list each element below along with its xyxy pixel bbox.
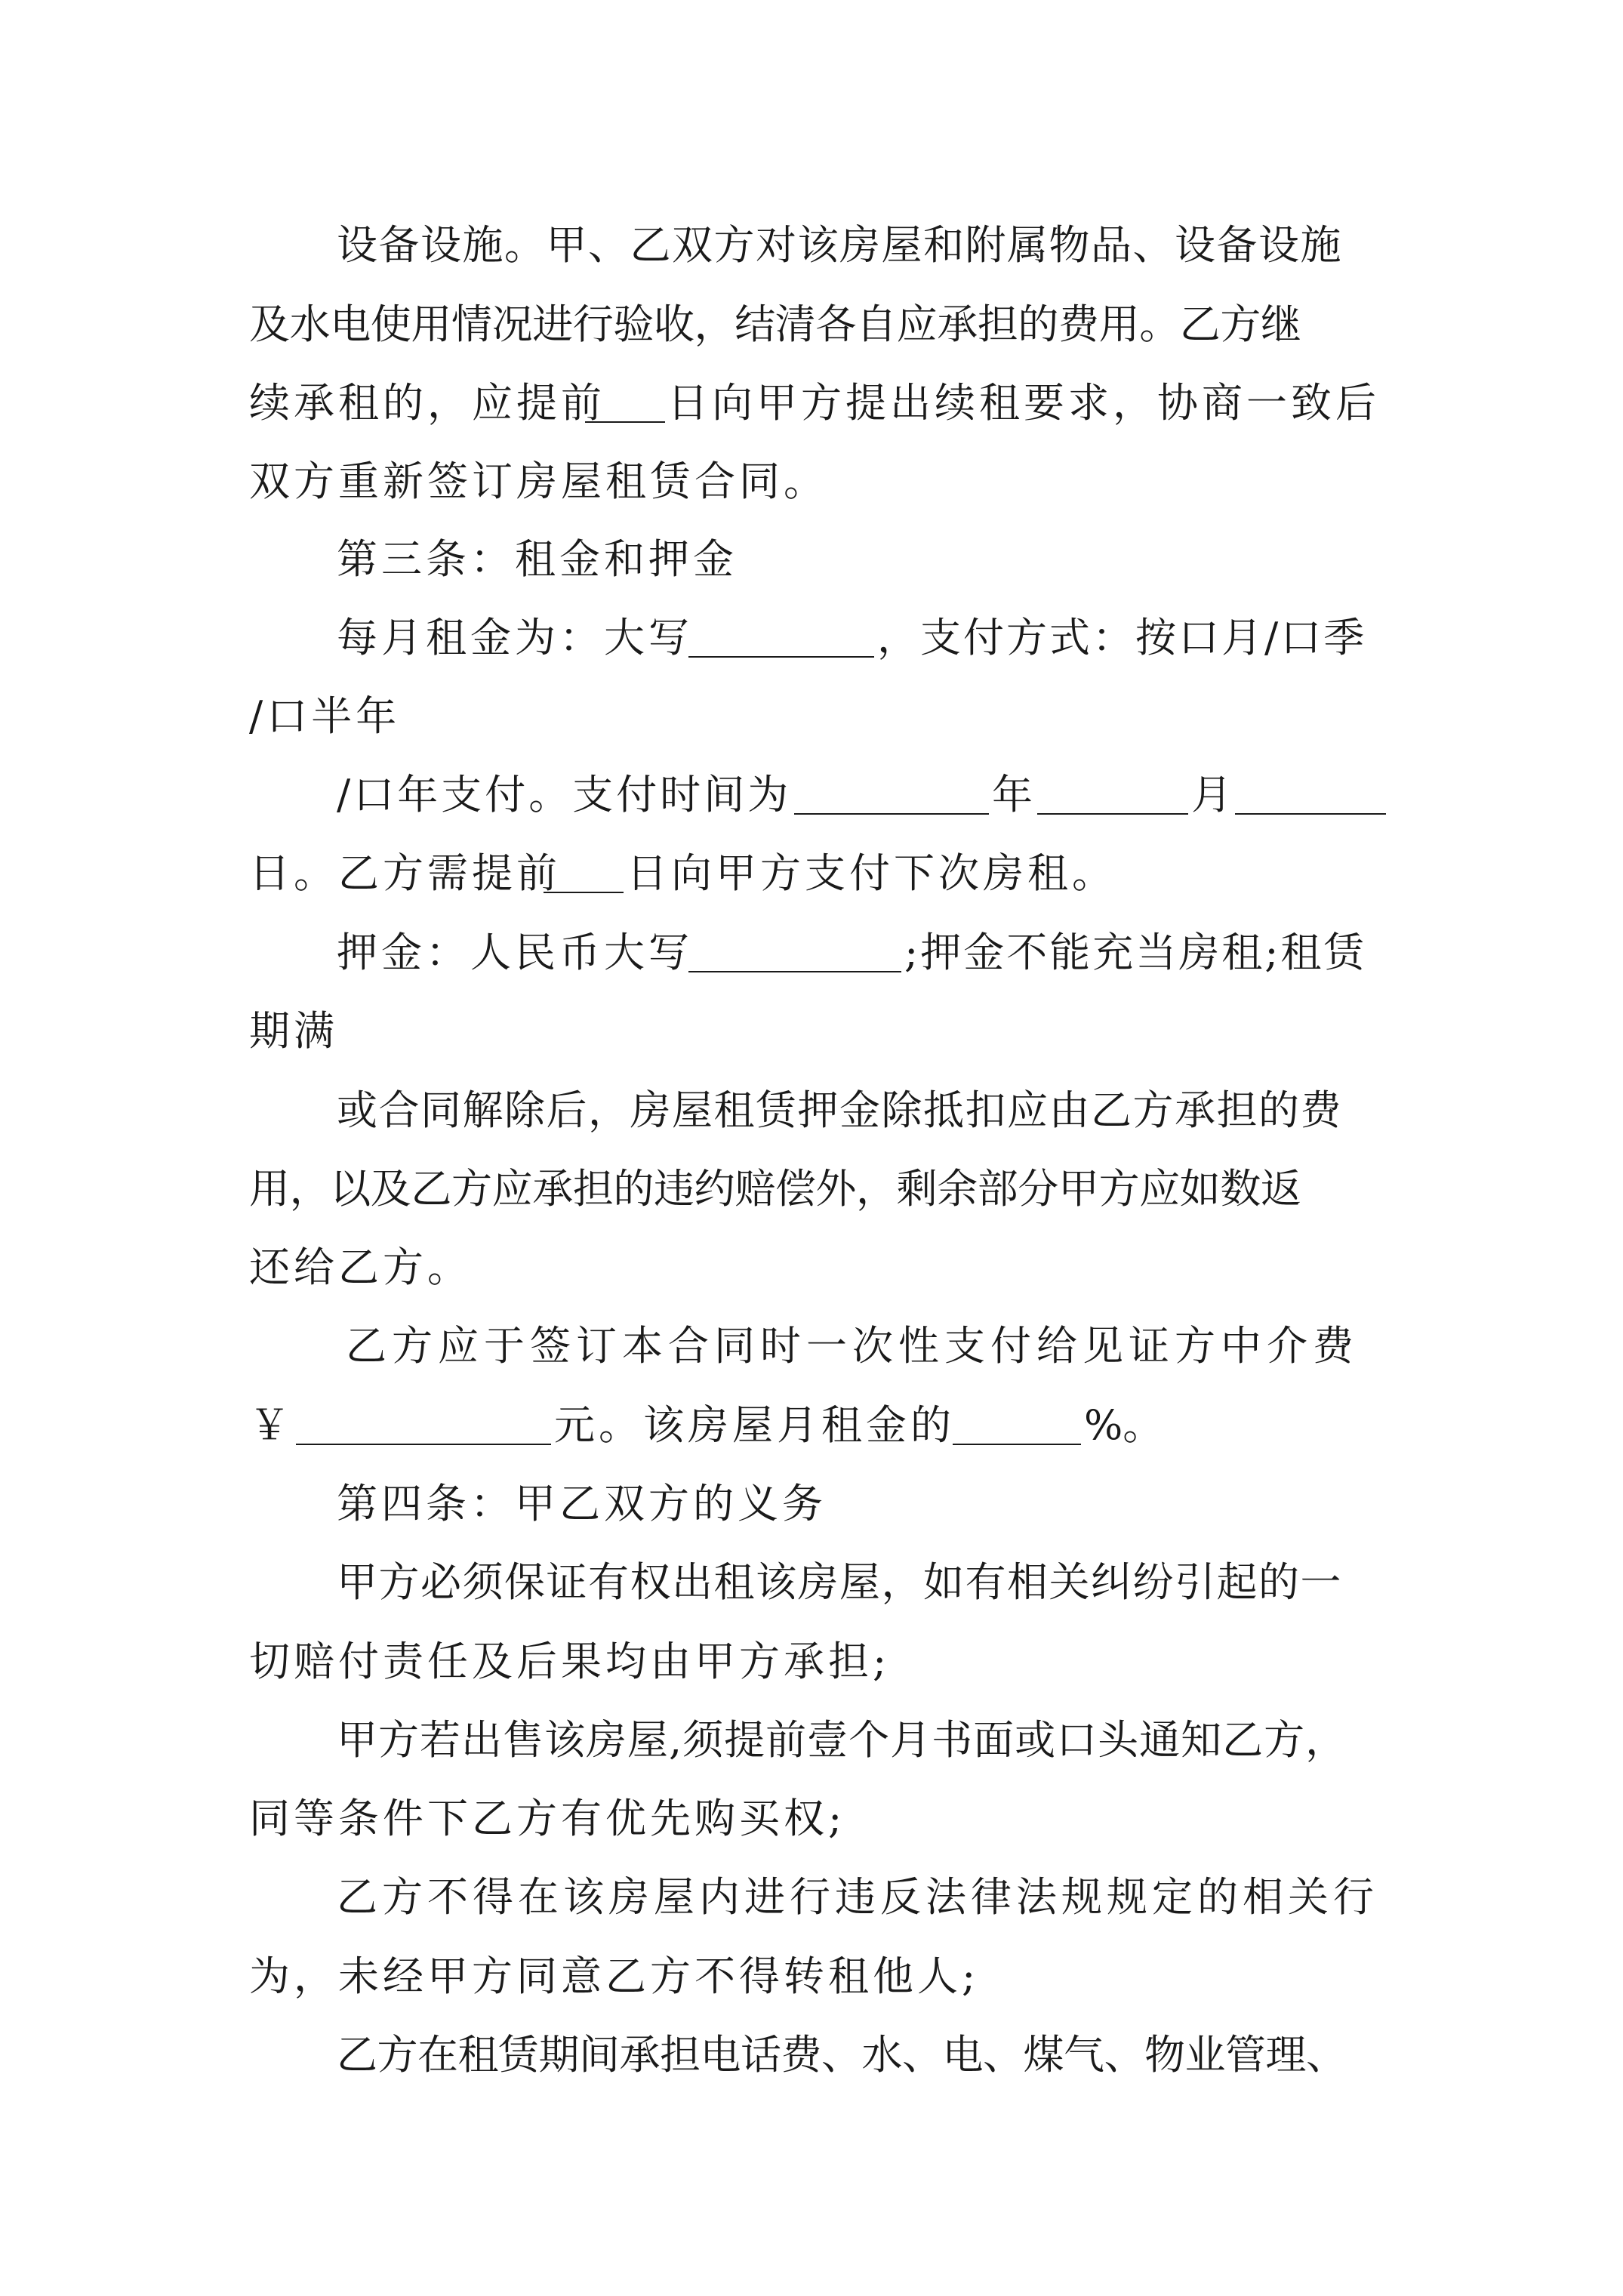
paragraph-text: 日向甲方提出续租要求，协商一致后 (667, 379, 1380, 427)
text-line (0, 1159, 1623, 1242)
paragraph-text: 期满 (249, 1007, 338, 1055)
text-line (0, 373, 1623, 456)
text-line (0, 215, 1623, 298)
text-line (0, 1867, 1623, 1950)
paragraph-text: 日。乙方需提前 (249, 849, 561, 897)
section-heading: 第三条：租金和押金 (337, 535, 738, 583)
text-line (0, 1395, 1623, 1478)
fill-blank[interactable] (1235, 771, 1386, 815)
text-line (0, 1552, 1623, 1635)
paragraph-text: 日向甲方支付下次房租。 (627, 849, 1116, 897)
paragraph-text: /口半年 (249, 692, 401, 740)
paragraph-text: 用，以及乙方应承担的违约赔偿外，剩余部分甲方应如数返 (249, 1165, 1301, 1213)
text-line (0, 843, 1623, 926)
paragraph-text: 月 (1191, 771, 1232, 818)
text-line (0, 2025, 1623, 2108)
text-line (0, 1474, 1623, 1557)
paragraph-text: 押金：人民币大写 (337, 929, 693, 976)
paragraph-text: 及水电使用情况进行验收，结清各自应承担的费用。乙方继 (249, 300, 1301, 348)
paragraph-text: 甲方若出售该房屋,须提前壹个月书面或口头通知乙方， (337, 1716, 1347, 1764)
paragraph-text: ，支付方式：按口月/口季 (877, 614, 1367, 661)
text-line (0, 923, 1623, 1006)
text-line (0, 1001, 1623, 1084)
paragraph-text: 同等条件下乙方有优先购买权; (249, 1795, 846, 1842)
text-line (0, 765, 1623, 848)
text-line (0, 1080, 1623, 1163)
paragraph-text: 每月租金为：大写 (337, 614, 693, 661)
paragraph-text: 还给乙方。 (249, 1244, 472, 1291)
text-line (0, 451, 1623, 535)
paragraph-text: /口年支付。支付时间为 (337, 771, 792, 818)
paragraph-text: 年 (992, 771, 1033, 818)
text-line (0, 1789, 1623, 1872)
fill-blank[interactable] (585, 379, 665, 423)
paragraph-text: 甲方必须保证有权出租该房屋，如有相关纠纷引起的一 (337, 1558, 1342, 1606)
text-line (0, 1710, 1623, 1793)
fill-blank[interactable] (688, 614, 874, 658)
fill-blank[interactable] (953, 1401, 1081, 1445)
text-line (0, 294, 1623, 378)
paragraph-text: 乙方在租赁期间承担电话费、水、电、煤气、物业管理、 (337, 2031, 1347, 2079)
text-line (0, 608, 1623, 691)
paragraph-text: 乙方应于签订本合同时一次性支付给见证方中介费 (346, 1322, 1359, 1370)
fill-blank[interactable] (544, 849, 624, 893)
text-line (0, 686, 1623, 769)
paragraph-text: 为，未经甲方同意乙方不得转租他人; (249, 1952, 980, 2000)
paragraph-text: ;押金不能充当房租;租赁 (904, 929, 1367, 976)
text-line (0, 1946, 1623, 2029)
paragraph-text: 乙方不得在该房屋内进行违反法律法规规定的相关行 (337, 1873, 1378, 1921)
paragraph-text: 或合同解除后，房屋租赁押金除抵扣应由乙方承担的费 (337, 1086, 1342, 1134)
fill-blank[interactable] (296, 1401, 551, 1445)
paragraph-text: 双方重新签订房屋租赁合同。 (249, 458, 828, 505)
section-heading: 第四条：甲乙双方的义务 (337, 1480, 827, 1527)
fill-blank[interactable] (688, 929, 901, 972)
paragraph-text: 元。该房屋月租金的 (554, 1401, 955, 1449)
text-line (0, 529, 1623, 612)
fill-blank[interactable] (794, 771, 989, 815)
paragraph-text: %。 (1084, 1401, 1164, 1449)
text-line (0, 1237, 1623, 1321)
paragraph-text: 设备设施。甲、乙双方对该房屋和附属物品、设备设施 (337, 221, 1342, 269)
text-line (0, 1632, 1623, 1715)
fill-blank[interactable] (1037, 771, 1188, 815)
currency-symbol: ￥ (249, 1401, 290, 1449)
paragraph-text: 切赔付责任及后果均由甲方承担; (249, 1638, 891, 1685)
paragraph-text: 续承租的，应提前 (249, 379, 605, 427)
text-line (0, 1316, 1623, 1399)
